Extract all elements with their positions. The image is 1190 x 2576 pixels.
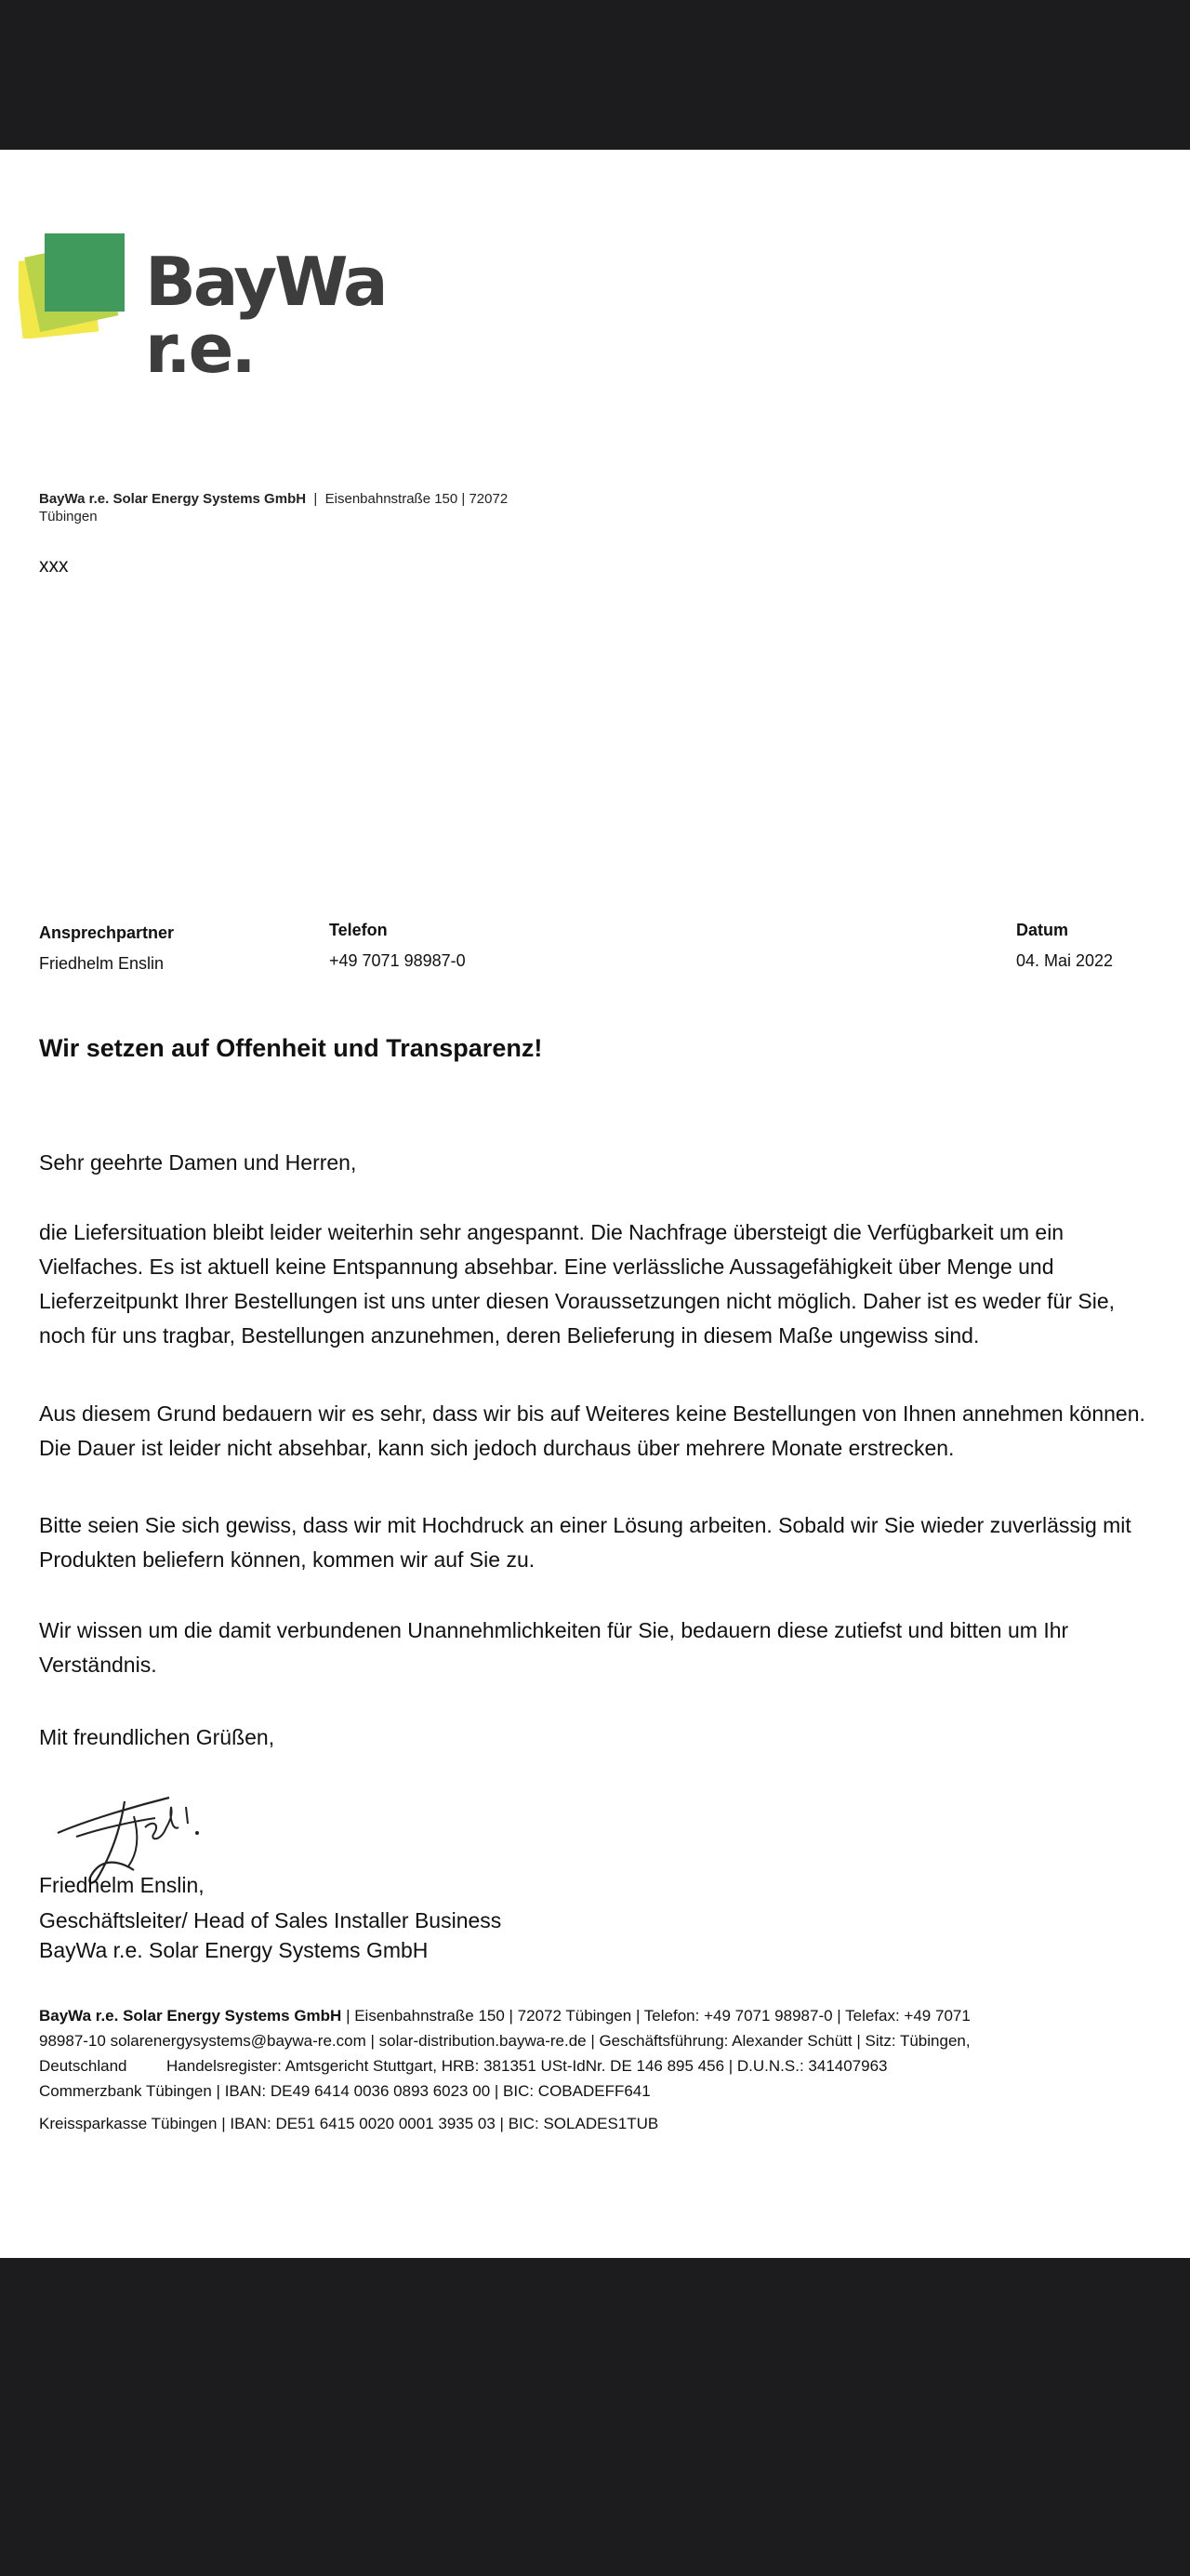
footer-line-1 [39, 2003, 1155, 2028]
date-label: Datum [1016, 921, 1069, 939]
logo-mark-icon [19, 232, 130, 339]
signatory-company: BayWa r.e. Solar Energy Systems GmbH [39, 1938, 429, 1962]
letter-footer [39, 2003, 1155, 2136]
signatory-title: Geschäftsleiter/ Head of Sales Installer Business [39, 1908, 502, 1932]
bottom-black-bar [0, 2258, 1190, 2576]
salutation [39, 1146, 1151, 1180]
body-paragraph-3 [39, 1508, 1151, 1577]
paragraph-text: Bitte seien Sie sich gewiss, dass wir mit Hochdruck an einer Lösung arbeiten. Sobald wir Sie wieder zuverlässig mit Produkten beliefern können, kommen wir auf Sie zu. [39, 1513, 1131, 1572]
footer-address: | Eisenbahnstraße 150 | 72072 Tübingen | Telefon: +49 7071 98987-0 | Telefax: +49 7071 [341, 2007, 971, 2025]
top-black-bar [0, 0, 1190, 150]
paragraph-text: die Liefersituation bleibt leider weiterhin sehr angespannt. Die Nachfrage übersteigt die Verfügbarkeit um ein Vielfaches. Es ist aktuell keine Entspannung absehbar. Eine verlässliche Aussagefähigkeit über Menge und Lieferzeitpunkt Ihrer Bestellungen ist uns unter diesen Voraussetzungen nicht möglich. Daher ist es weder für Sie, noch für uns tragbar, Bestellungen anzunehmen, deren Belieferung in diesem Maße ungewiss sind. [39, 1220, 1116, 1348]
contact-label: Ansprechpartner [39, 923, 175, 942]
paragraph-text: Wir wissen um die damit verbundenen Unannehmlichkeiten für Sie, bedauern diese zutiefst und bitten um Ihr Verständnis. [39, 1618, 1069, 1677]
sender-address-line [39, 490, 615, 525]
date-value: 04. Mai 2022 [1016, 951, 1114, 970]
paragraph-text: Aus diesem Grund bedauern wir es sehr, dass wir bis auf Weiteres keine Bestellungen von Ihnen annehmen können. Die Dauer ist leider nicht absehbar, kann sich jedoch durchaus über mehrere Monate erstrecken. [39, 1401, 1145, 1460]
footer-company: BayWa r.e. Solar Energy Systems GmbH [39, 2007, 342, 2025]
logo-wordmark: BayWa r.e. [145, 243, 386, 388]
sender-city: Tübingen [39, 509, 98, 524]
closing [39, 1720, 1151, 1755]
phone-value: +49 7071 98987-0 [329, 951, 466, 970]
footer-bank-1: Commerzbank Tübingen | IBAN: DE49 6414 0036 0893 6023 00 | BIC: COBADEFF641 [39, 2082, 651, 2100]
sender-company: BayWa r.e. Solar Energy Systems GmbH [39, 491, 307, 507]
letter-page [0, 150, 1190, 2258]
body-paragraph-2 [39, 1397, 1151, 1466]
signatory-name: Friedhelm Enslin, [39, 1873, 205, 1897]
closing-text: Mit freundlichen Grüßen, [39, 1725, 275, 1749]
footer-bank-2: Kreissparkasse Tübingen | IBAN: DE51 6415 0020 0001 3935 03 | BIC: SOLADES1TUB [39, 2115, 659, 2132]
sender-separator: | [310, 491, 322, 507]
body-paragraph-1 [39, 1215, 1151, 1353]
salutation-text: Sehr geehrte Damen und Herren, [39, 1150, 357, 1175]
recipient-address: xxx [39, 555, 69, 577]
footer-line-2: 98987-10 solarenergysystems@baywa-re.com | solar-distribution.baywa-re.de | Geschäftsführung: Alexander Schütt | Sitz: Tübingen, [39, 2032, 971, 2050]
sender-street: Eisenbahnstraße 150 | 72072 [324, 491, 509, 507]
body-paragraph-4 [39, 1613, 1151, 1682]
letter-subject: Wir setzen auf Offenheit und Transparenz! [39, 1034, 543, 1062]
footer-line-3: Deutschland Handelsregister: Amtsgericht Stuttgart, HRB: 381351 USt-IdNr. DE 146 895 456 | D.U.N.S.: 341407963 [39, 2057, 888, 2075]
baywa-logo [19, 232, 456, 388]
signature-block [39, 1867, 501, 1962]
contact-value: Friedhelm Enslin [39, 954, 165, 973]
phone-label: Telefon [329, 921, 388, 939]
